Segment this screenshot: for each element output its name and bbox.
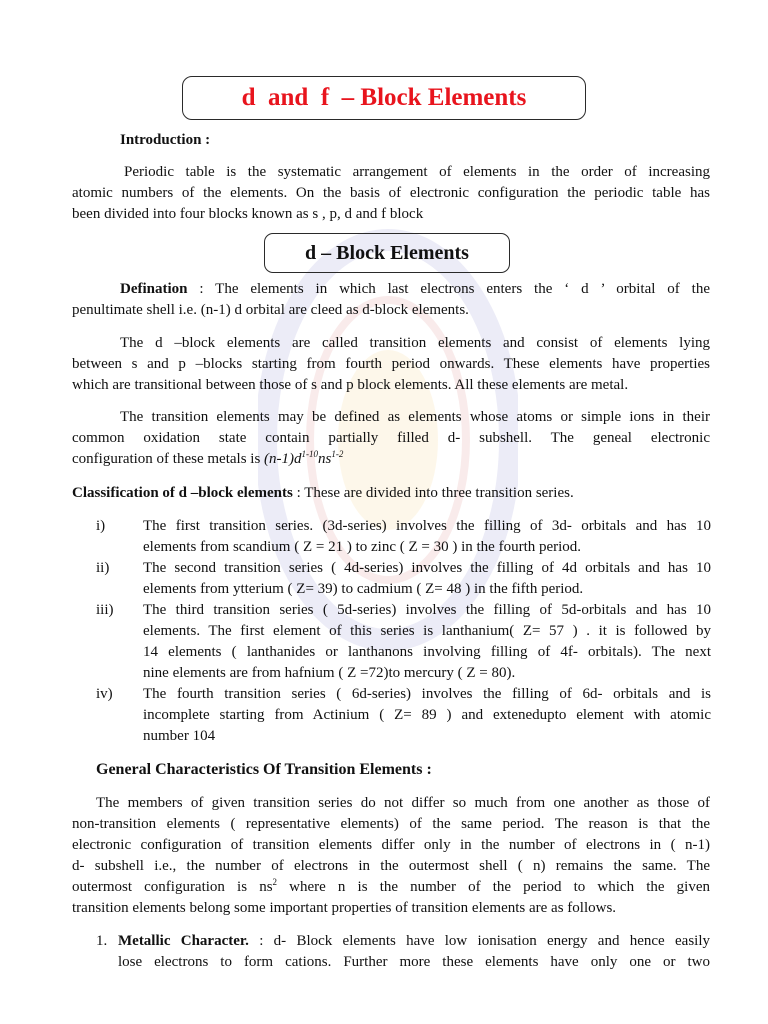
list-line: elements. The first element of this series is lanthanium( Z= 57 ) . it is followed by xyxy=(143,623,711,639)
item-label: Metallic Character. xyxy=(118,933,249,949)
general-line-1: The members of given transition series do not differ so much from one another as those of xyxy=(96,795,710,811)
intro-heading: Introduction : xyxy=(120,132,211,148)
transition-line-1: The d –block elements are called transition elements and consist of elements lying xyxy=(120,335,710,351)
definition-line-2: penultimate shell i.e. (n-1) d orbital are cleed as d-block elements. xyxy=(72,302,469,318)
list-line: The first transition series. (3d-series) involves the filling of 3d- orbitals and has 10 xyxy=(143,518,711,534)
title-box xyxy=(182,76,586,120)
list-line: The third transition series ( 5d-series) involves the filling of 5d-orbitals and has 10 xyxy=(143,602,711,618)
intro-line-1: Periodic table is the systematic arrangement of elements in the order of increasing xyxy=(124,164,710,180)
general-line-3: electronic configuration of transition elements differ only in the number of electrons in ( n-1) xyxy=(72,837,710,853)
config-formula: $(n-1)d^{1-10}ns^{1-2}$ xyxy=(264,449,344,467)
classification-text: : These are divided into three transition series. xyxy=(292,485,574,501)
list-line: 14 elements ( lanthanides or lanthanons involving filling of 4f- orbitals). The next xyxy=(143,644,711,660)
classification-line xyxy=(72,483,574,504)
transition-line-3: which are transitional between those of s and p block elements. All these elements are metal. xyxy=(72,377,629,393)
defined-line-2: common oxidation state contain partially filled d- subshell. The geneal electronic xyxy=(72,430,710,446)
list-line: number 104 xyxy=(143,728,216,744)
config-prefix: configuration of these metals is xyxy=(72,451,265,467)
item-number: 1. xyxy=(96,933,108,949)
general-line-4: d- subshell i.e., the number of electrons in the outermost shell ( n) remains the same. The xyxy=(72,858,710,874)
list-line: incomplete starting from Actinium ( Z= 89 ) and extenedupto element with atomic xyxy=(143,707,711,723)
list-number: ii) xyxy=(96,560,110,576)
d-block-heading: d – Block Elements xyxy=(305,241,469,264)
list-line: nine elements are from hafnium ( Z =72)to mercury ( Z = 80). xyxy=(143,665,516,681)
definition-label: Defination xyxy=(120,281,188,297)
defined-line-1: The transition elements may be defined as elements whose atoms or simple ions in their xyxy=(120,409,710,425)
list-line: The fourth transition series ( 6d-series) involves the filling of 6d- orbitals and is xyxy=(143,686,711,702)
defined-line-3 xyxy=(72,449,343,470)
list-line: elements from ytterium ( Z= 39) to cadmium ( Z= 48 ) in the fifth period. xyxy=(143,581,584,597)
general-line-6: transition elements belong some important properties of transition elements are as follows. xyxy=(72,900,617,916)
list-number: iii) xyxy=(96,602,114,618)
general-heading: General Characteristics Of Transition Elements : xyxy=(96,761,432,778)
list-number: iv) xyxy=(96,686,113,702)
item-line-1 xyxy=(118,931,710,952)
definition-line-1 xyxy=(120,279,710,300)
item-line-2: lose electrons to form cations. Further more these elements have only one or two xyxy=(118,954,710,970)
general-line-2: non-transition elements ( representative elements) of the same period. The reason is that the xyxy=(72,816,710,832)
intro-line-2: atomic numbers of the elements. On the basis of electronic configuration the periodic table has xyxy=(72,185,710,201)
item-text: : d- Block elements have low ionisation energy and hence easily xyxy=(248,933,710,949)
classification-label: Classification of d –block elements xyxy=(72,485,293,501)
d-block-heading-box xyxy=(264,233,510,273)
transition-line-2: between s and p –blocks starting from fourth period onwards. These elements have properties xyxy=(72,356,710,372)
list-number: i) xyxy=(96,518,106,534)
page-title: d and f – Block Elements xyxy=(241,84,527,111)
general-line-5: outermost configuration is $ns^2$ where n is the number of the period to which the given xyxy=(72,877,710,895)
list-line: elements from scandium ( Z = 21 ) to zinc ( Z = 30 ) in the fourth period. xyxy=(143,539,582,555)
list-line: The second transition series ( 4d-series) involves the filling of 4d orbitals and has 10 xyxy=(143,560,711,576)
definition-text: : The elements in which last electrons enters the ‘ d ’ orbital of the xyxy=(187,281,710,297)
intro-line-3: been divided into four blocks known as s , p, d and f block xyxy=(72,206,424,222)
